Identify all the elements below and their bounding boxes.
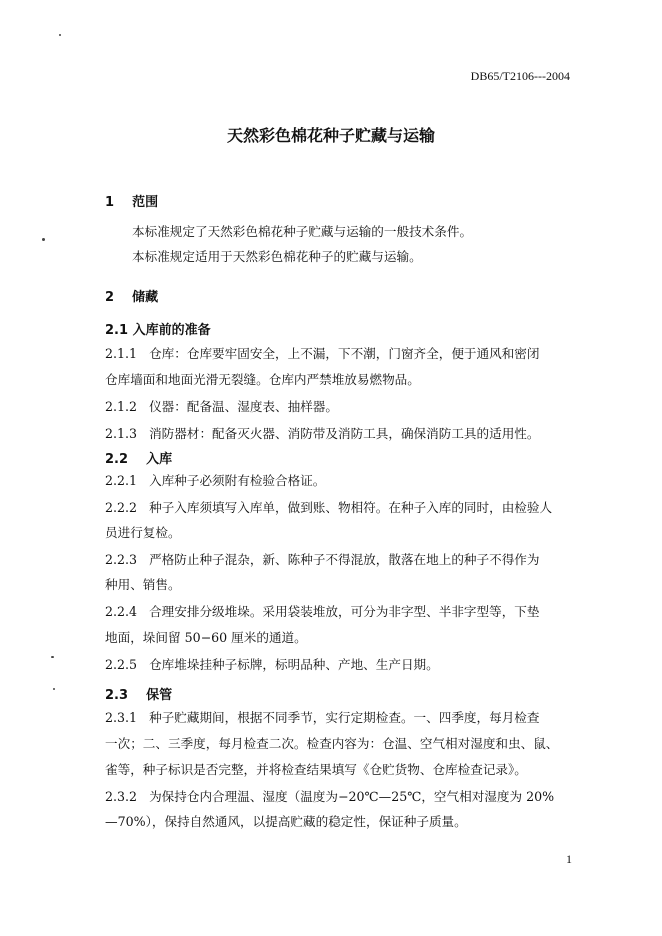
subsection-2-2-heading — [105, 448, 172, 467]
subsection-2-3-heading — [105, 684, 172, 703]
clause-number: 2.2.4 — [105, 604, 138, 619]
clause-2-2-2-line-1 — [105, 496, 552, 520]
clause-number: 2.3.1 — [105, 710, 138, 725]
paragraph: 本标准规定适用于天然彩色棉花种子的贮藏与运输。 — [132, 249, 422, 264]
section-number: 2.3 — [105, 688, 129, 703]
clause-2-2-3-line-2: 种用、销售。 — [105, 577, 181, 592]
clause-2-1-2 — [105, 395, 338, 419]
clause-text: 合理安排分级堆垛。采用袋装堆放，可分为非字型、半非字型等，下垫 — [149, 604, 540, 619]
clause-2-3-2-line-2: —70%），保持自然通风，以提高贮藏的稳定性，保证种子质量。 — [105, 814, 467, 829]
section-title: 入库前的准备 — [132, 323, 211, 338]
clause-text: 种子贮藏期间，根据不同季节，实行定期检查。一、四季度，每月检查 — [149, 710, 540, 725]
section-title: 储藏 — [132, 290, 159, 305]
clause-2-3-1-line-1 — [105, 706, 539, 730]
section-title: 保管 — [146, 688, 173, 703]
section-number: 2.1 — [105, 323, 129, 338]
clause-2-2-1 — [105, 469, 325, 493]
page-number: 1 — [566, 852, 572, 866]
scan-speck — [53, 688, 55, 690]
clause-number: 2.3.2 — [105, 789, 138, 804]
clause-2-2-5 — [105, 653, 439, 677]
clause-2-2-4-line-1 — [105, 600, 539, 624]
section-title: 范围 — [132, 195, 159, 210]
clause-2-1-3 — [105, 422, 539, 446]
clause-text: 严格防止种子混杂，新、陈种子不得混放，散落在地上的种子不得作为 — [149, 552, 540, 567]
clause-2-3-1-line-2: 一次；二、三季度，每月检查二次。检查内容为：仓温、空气相对湿度和虫、鼠、 — [105, 736, 559, 751]
clause-2-3-1-line-3: 雀等，种子标识是否完整，并将检查结果填写《仓贮货物、仓库检查记录》。 — [105, 762, 527, 777]
subsection-2-1-heading — [105, 319, 211, 338]
scan-speck — [59, 34, 61, 36]
clause-2-1-1-line-2: 仓库墙面和地面光滑无裂缝。仓库内严禁堆放易燃物品。 — [105, 372, 420, 387]
clause-number: 2.2.1 — [105, 473, 138, 488]
clause-text: 仓库堆垛挂种子标牌，标明品种、产地、生产日期。 — [149, 657, 439, 672]
clause-2-3-2-line-1 — [105, 785, 554, 809]
section-number: 2 — [105, 290, 115, 305]
scan-speck — [51, 656, 54, 658]
section-2-heading — [105, 286, 158, 305]
clause-text: 仪器：配备温、湿度表、抽样器。 — [149, 399, 338, 414]
clause-2-1-1-line-1 — [105, 342, 539, 366]
clause-number: 2.2.3 — [105, 552, 138, 567]
clause-number: 2.2.5 — [105, 657, 138, 672]
clause-number: 2.1.1 — [105, 346, 138, 361]
section-number: 1 — [105, 195, 115, 210]
clause-text: 仓库：仓库要牢固安全，上不漏，下不潮，门窗齐全，便于通风和密闭 — [149, 346, 540, 361]
clause-2-2-4-line-2: 地面，垛间留 50−60 厘米的通道。 — [105, 630, 307, 645]
section-title: 入库 — [146, 452, 173, 467]
clause-number: 2.1.3 — [105, 426, 138, 441]
paragraph: 本标准规定了天然彩色棉花种子贮藏与运输的一般技术条件。 — [132, 224, 473, 239]
clause-number: 2.1.2 — [105, 399, 138, 414]
standard-number: DB65/T2106---2004 — [470, 69, 570, 83]
clause-text: 为保持仓内合理温、湿度（温度为−20℃—25℃，空气相对湿度为 20% — [149, 789, 555, 804]
scan-speck — [42, 238, 45, 241]
document-title: 天然彩色棉花种子贮藏与运输 — [226, 126, 435, 145]
clause-text: 入库种子必须附有检验合格证。 — [149, 473, 326, 488]
clause-2-2-2-line-2: 员进行复检。 — [105, 525, 181, 540]
clause-2-2-3-line-1 — [105, 548, 539, 572]
section-number: 2.2 — [105, 452, 129, 467]
section-1-heading — [105, 191, 158, 210]
clause-text: 种子入库须填写入库单，做到账、物相符。在种子入库的同时，由检验人 — [149, 500, 553, 515]
clause-text: 消防器材：配备灭火器、消防带及消防工具，确保消防工具的适用性。 — [149, 426, 540, 441]
clause-number: 2.2.2 — [105, 500, 138, 515]
